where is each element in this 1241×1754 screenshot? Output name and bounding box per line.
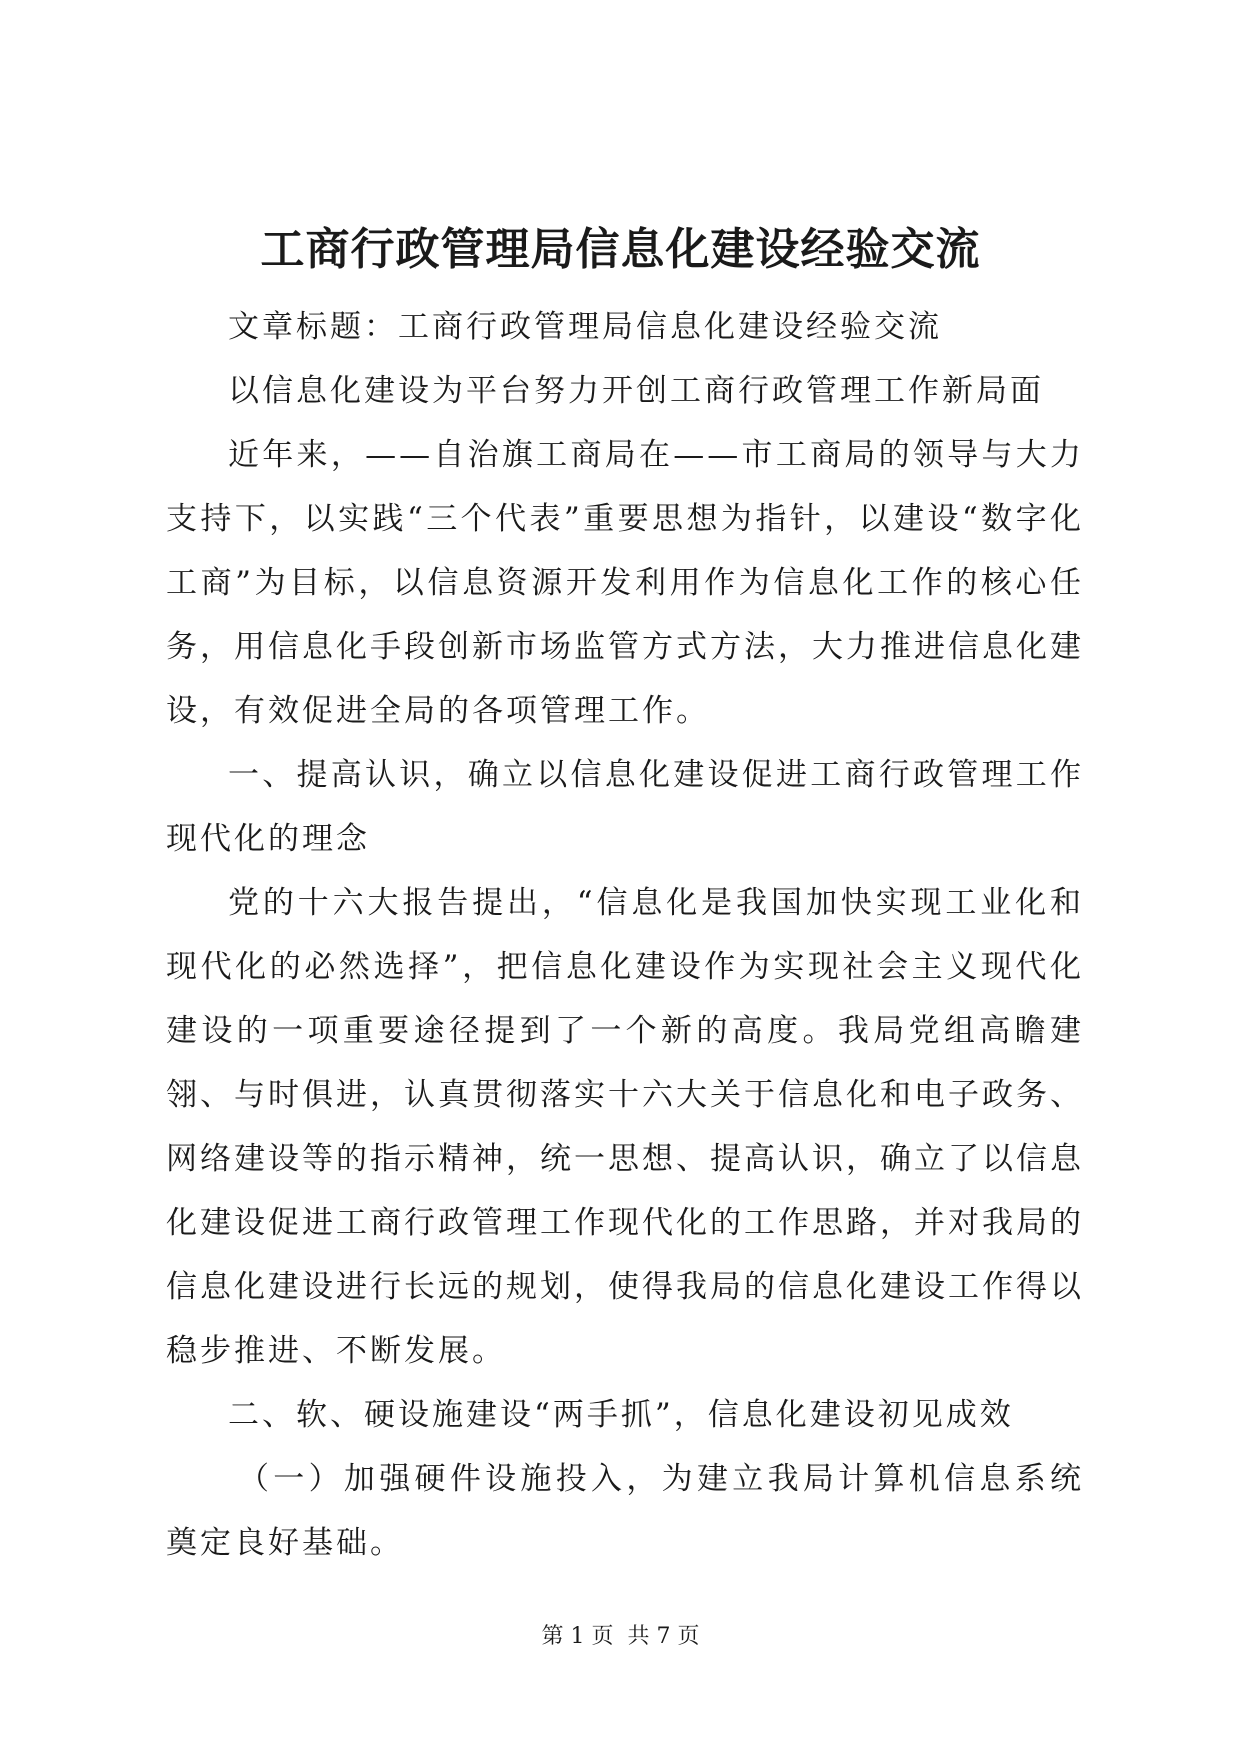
paragraph-intro: 近年来，——自治旗工商局在——市工商局的领导与大力支持下，以实践“三个代表”重要思想为指针，以建设“数字化工商”为目标，以信息资源开发利用作为信息化工作的核心任务，用信息化手段创新市场监管方式方法，大力推进信息化建设，有效促进全局的各项管理工作。 [166,437,1084,729]
subsection-heading-1: （一）加强硬件设施投入，为建立我局计算机信息系统奠定良好基础。 [166,1461,1084,1561]
document-title: 工商行政管理局信息化建设经验交流 [260,224,981,275]
paragraph-section-1: 党的十六大报告提出，“信息化是我国加快实现工业化和现代化的必然选择”，把信息化建设作为实现社会主义现代化建设的一项重要途径提到了一个新的高度。我局党组高瞻建翎、与时俱进，认真贯彻落实十六大关于信息化和电子政务、网络建设等的指示精神，统一思想、提高认识，确立了以信息化建设促进工商行政管理工作现代化的工作思路，并对我局的信息化建设进行长远的规划，使得我局的信息化建设工作得以稳步推进、不断发展。 [166,885,1084,1369]
page-number-label: 第 1 页 共 7 页 [541,1624,700,1649]
page-footer [0,1622,1241,1652]
document-body [166,295,1084,1575]
subtitle-line: 以信息化建设为平台努力开创工商行政管理工作新局面 [228,373,1044,409]
section-heading-1: 一、提高认识，确立以信息化建设促进工商行政管理工作现代化的理念 [166,757,1084,857]
article-title-line: 文章标题：工商行政管理局信息化建设经验交流 [228,309,942,345]
section-heading-2: 二、软、硬设施建设“两手抓”，信息化建设初见成效 [228,1397,1014,1433]
